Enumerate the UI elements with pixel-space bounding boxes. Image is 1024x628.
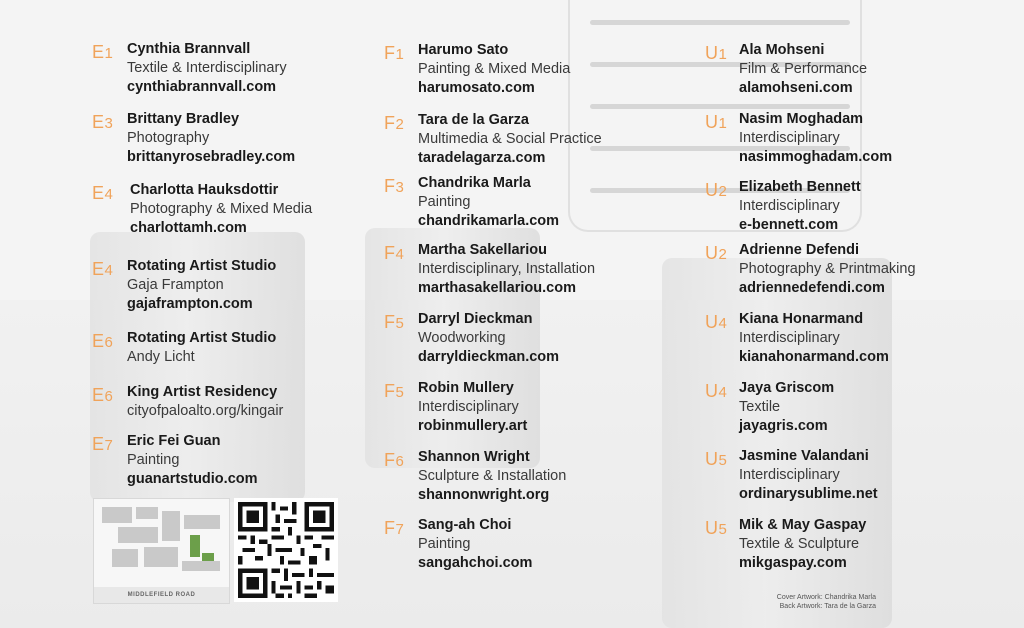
artist-website[interactable]: darryldieckman.com [418,349,560,365]
artist-name: Adrienne Defendi [739,242,860,258]
artist-website[interactable]: kianahonarmand.com [739,349,889,365]
studio-code: F7 [384,518,405,538]
artist-name: Robin Mullery [418,380,514,396]
back-credit: Back Artwork: Tara de la Garza [779,603,876,610]
artist-discipline: Interdisciplinary [739,330,840,346]
artist-name: Nasim Moghadam [739,111,864,127]
artist-name: Sang-ah Choi [418,517,512,533]
artist-name: Harumo Sato [418,42,509,58]
artist-name: Brittany Bradley [127,111,240,127]
studio-code: U2 [705,243,728,263]
artist-name: Shannon Wright [418,449,530,465]
artist-discipline: Painting & Mixed Media [418,61,571,77]
artist-discipline: Interdisciplinary, Installation [418,261,596,277]
artist-discipline: Multimedia & Social Practice [418,131,602,147]
studio-code: U5 [705,518,728,538]
artist-website[interactable]: nasimmoghadam.com [739,149,893,165]
artist-discipline: Textile & Sculpture [739,536,860,552]
artist-discipline: Woodworking [418,330,506,346]
studio-code: U5 [705,449,728,469]
studio-code: U1 [705,43,728,63]
studio-code: E6 [92,385,114,405]
artist-website[interactable]: taradelagarza.com [418,150,546,166]
artist-name: Darryl Dieckman [418,311,533,327]
background-rod [590,20,850,25]
studio-code: F5 [384,381,405,401]
artist-discipline: Interdisciplinary [739,130,840,146]
artist-name: Charlotta Hauksdottir [130,182,279,198]
artist-website[interactable]: harumosato.com [418,80,535,96]
studio-code: F1 [384,43,405,63]
artist-discipline: Textile [739,399,781,415]
artist-discipline: Photography & Printmaking [739,261,916,277]
artist-discipline: Photography & Mixed Media [130,201,313,217]
artist-website[interactable]: cynthiabrannvall.com [127,79,277,95]
studio-code: U2 [705,180,728,200]
artist-discipline: Painting [127,452,180,468]
artist-website[interactable]: e-bennett.com [739,217,839,233]
artist-website[interactable]: brittanyrosebradley.com [127,149,296,165]
qr-code[interactable] [234,498,338,602]
artist-discipline: Textile & Interdisciplinary [127,60,287,76]
artist-discipline: Interdisciplinary [739,198,840,214]
artist-website[interactable]: ordinarysublime.net [739,486,878,502]
map-road-label: MIDDLEFIELD ROAD [94,587,229,603]
artist-name: Rotating Artist Studio [127,330,277,346]
studio-code: F4 [384,243,405,263]
artist-website[interactable]: marthasakellariou.com [418,280,576,296]
artist-name: Eric Fei Guan [127,433,221,449]
artist-name: Martha Sakellariou [418,242,547,258]
artist-website[interactable]: cityofpaloalto.org/kingair [127,403,284,419]
artist-name: King Artist Residency [127,384,278,400]
studio-code: F6 [384,450,405,470]
studio-code: E7 [92,434,114,454]
artwork-credits [740,593,876,611]
artist-website[interactable]: sangahchoi.com [418,555,533,571]
studio-code: E6 [92,331,114,351]
artist-name: Rotating Artist Studio [127,258,277,274]
artist-website[interactable]: charlottamh.com [130,220,247,236]
background-rod [590,104,850,109]
studio-code: U1 [705,112,728,132]
artist-discipline: Film & Performance [739,61,868,77]
artist-website[interactable]: shannonwright.org [418,487,550,503]
artist-website[interactable]: chandrikamarla.com [418,213,560,229]
studio-code: E4 [92,259,114,279]
artist-name: Jaya Griscom [739,380,835,396]
artist-name: Mik & May Gaspay [739,517,867,533]
site-map [93,498,230,604]
artist-name: Ala Mohseni [739,42,825,58]
artist-website[interactable]: adriennedefendi.com [739,280,885,296]
artist-website[interactable]: gajaframpton.com [127,296,253,312]
studio-code: U4 [705,381,728,401]
artist-name: Chandrika Marla [418,175,531,191]
artist-website[interactable]: mikgaspay.com [739,555,847,571]
artist-name: Jasmine Valandani [739,448,869,464]
artist-discipline: Interdisciplinary [418,399,519,415]
artist-discipline: Painting [418,536,471,552]
artist-discipline: Sculpture & Installation [418,468,567,484]
artist-website[interactable]: jayagris.com [739,418,828,434]
artist-name: Elizabeth Bennett [739,179,861,195]
studio-code: F3 [384,176,405,196]
cover-credit: Cover Artwork: Chandrika Marla [776,594,876,601]
artist-name: Kiana Honarmand [739,311,864,327]
artist-discipline: Painting [418,194,471,210]
studio-code: E1 [92,42,114,62]
artist-name: Cynthia Brannvall [127,41,251,57]
artist-name: Tara de la Garza [418,112,529,128]
artist-website[interactable]: robinmullery.art [418,418,528,434]
artist-discipline: Photography [127,130,210,146]
studio-code: F2 [384,113,405,133]
artist-website[interactable]: guanartstudio.com [127,471,258,487]
artist-discipline: Gaja Frampton [127,277,224,293]
artist-discipline: Interdisciplinary [739,467,840,483]
artist-website[interactable]: alamohseni.com [739,80,853,96]
studio-code: E3 [92,112,114,132]
studio-code: E4 [92,183,114,203]
studio-code: U4 [705,312,728,332]
artist-discipline: Andy Licht [127,349,195,365]
studio-code: F5 [384,312,405,332]
